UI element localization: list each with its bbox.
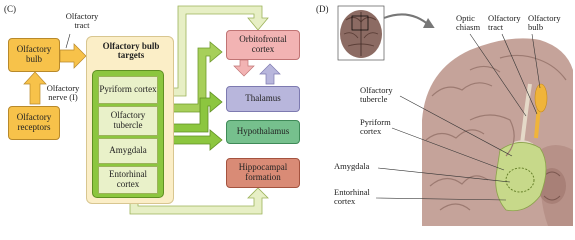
olfactory-receptors-text: Olfactory receptors — [16, 112, 52, 132]
olfactory-tubercle-label: Olfactory tubercle — [360, 85, 393, 104]
target-amygdala-text: Amygdala — [109, 145, 147, 156]
target-entorhinal-text: Entorhinal cortex — [109, 169, 147, 189]
olfactory-bulb-text: Olfactory bulb — [16, 44, 52, 64]
targets-title: Olfactory bulb targets — [102, 41, 160, 61]
olfactory-tract-label-d: Olfactory tract — [488, 13, 521, 32]
panel-d-label: (D) — [316, 4, 329, 14]
hypothalamus-text: Hypothalamus — [236, 126, 290, 137]
brain-base-view — [418, 28, 573, 226]
olfactory-bulb-label-d: Olfactory bulb — [528, 13, 561, 32]
thalamus-text: Thalamus — [245, 93, 281, 104]
amygdala-label: Amygdala — [334, 161, 370, 171]
target-pyriform-text: Pyriform cortex — [99, 84, 157, 95]
olfactory-tract-label-c: Olfactory tract — [65, 11, 99, 30]
orbitofrontal-text: Orbitofrontal cortex — [239, 34, 287, 54]
entorhinal-cortex-label: Entorhinal cortex — [334, 187, 370, 206]
optic-chiasm-label: Optic chiasm — [456, 13, 481, 32]
olfactory-nerve-label: Olfactory nerve (I) — [46, 83, 80, 102]
hippocampal-text: Hippocampal formation — [238, 162, 288, 182]
pyriform-cortex-label: Pyriform cortex — [360, 117, 391, 136]
target-tubercle-text: Olfactory tubercle — [110, 110, 146, 130]
panel-c-label: (C) — [4, 4, 16, 14]
thumbnail-brain — [338, 6, 384, 60]
